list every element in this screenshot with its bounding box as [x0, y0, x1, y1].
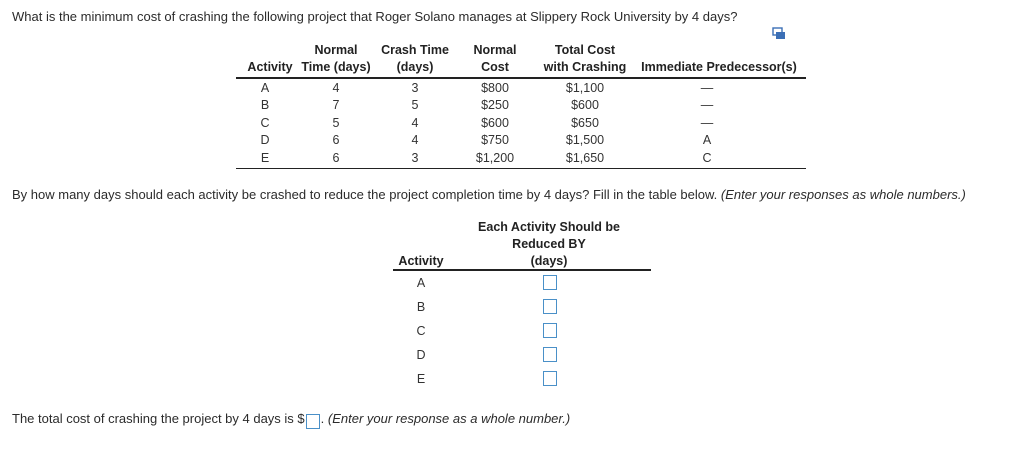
reduce-days-input-e[interactable]	[543, 371, 557, 386]
cell-predecessor: —	[700, 81, 714, 95]
cell-predecessor: C	[702, 150, 712, 165]
cell-total-cost: $1,650	[565, 150, 605, 165]
cell-crash-time: 4	[411, 115, 419, 130]
header-crash-time-line2: (days)	[396, 60, 434, 74]
header-normal-time-line2: Time (days)	[301, 60, 371, 74]
reduce-days-input-a[interactable]	[543, 275, 557, 290]
reduce-days-input-c[interactable]	[543, 323, 557, 338]
answer-header-line3: (days)	[530, 254, 568, 268]
cell-normal-time: 5	[332, 115, 340, 130]
cell-normal-cost: $750	[481, 133, 509, 148]
subquestion-hint: (Enter your responses as whole numbers.)	[720, 187, 966, 202]
answer-header-line2: Reduced BY	[512, 237, 586, 251]
copy-icon[interactable]	[772, 27, 786, 40]
answer-activity-label: D	[416, 348, 426, 362]
header-normal-cost-line1: Normal	[473, 43, 517, 57]
answer-activity-label: A	[416, 276, 426, 290]
answer-activity-label: E	[416, 372, 426, 386]
reduce-days-input-b[interactable]	[543, 299, 557, 314]
total-cost-input[interactable]	[306, 414, 320, 429]
cell-activity: D	[260, 133, 270, 148]
cell-predecessor: —	[700, 115, 714, 130]
cell-normal-time: 6	[332, 133, 340, 148]
cell-normal-time: 4	[332, 81, 340, 95]
total-cost-hint: (Enter your response as a whole number.)	[327, 411, 571, 426]
cell-normal-cost: $600	[481, 115, 509, 130]
cell-predecessor: A	[702, 133, 712, 148]
cell-total-cost: $600	[571, 98, 599, 113]
cell-normal-time: 6	[332, 150, 340, 165]
cell-total-cost: $650	[571, 115, 599, 130]
cell-normal-cost: $1,200	[475, 150, 515, 165]
cell-normal-cost: $250	[481, 98, 509, 113]
subquestion-text	[12, 187, 966, 202]
cell-crash-time: 3	[411, 150, 419, 165]
cell-activity: E	[260, 150, 270, 165]
cell-normal-time: 7	[332, 98, 340, 113]
cell-crash-time: 5	[411, 98, 419, 113]
table-header-rule	[236, 77, 806, 79]
header-normal-time-line1: Normal	[314, 43, 358, 57]
subquestion-main: By how many days should each activity be crashed to reduce the project completion time by 4 days? Fill in the table below.	[12, 187, 721, 202]
cell-activity: B	[260, 98, 270, 113]
cell-crash-time: 4	[411, 133, 419, 148]
answer-header-line1: Each Activity Should be	[478, 220, 620, 234]
header-crash-time-line1: Crash Time	[381, 43, 449, 57]
cell-normal-cost: $800	[481, 81, 509, 95]
header-predecessors: Immediate Predecessor(s)	[641, 60, 797, 74]
answer-header-activity: Activity	[398, 254, 444, 268]
header-total-cost-line1: Total Cost	[554, 43, 616, 57]
answer-activity-label: C	[416, 324, 426, 338]
header-total-cost-line2: with Crashing	[543, 60, 627, 74]
header-activity: Activity	[247, 60, 293, 74]
total-cost-line	[12, 411, 570, 429]
answer-activity-label: B	[416, 300, 426, 314]
total-cost-suffix: .	[320, 411, 328, 426]
table-bottom-rule	[236, 168, 806, 169]
cell-predecessor: —	[700, 98, 714, 113]
answer-header-rule	[393, 269, 651, 271]
reduce-days-input-d[interactable]	[543, 347, 557, 362]
question-text: What is the minimum cost of crashing the following project that Roger Solano manages at Slippery Rock University by 4 days?	[12, 9, 738, 24]
header-normal-cost-line2: Cost	[481, 60, 509, 74]
cell-total-cost: $1,100	[565, 81, 605, 95]
cell-activity: C	[260, 115, 270, 130]
cell-crash-time: 3	[411, 81, 419, 95]
cell-activity: A	[260, 81, 270, 95]
cell-total-cost: $1,500	[565, 133, 605, 148]
total-cost-prefix: The total cost of crashing the project by 4 days is $	[12, 411, 305, 426]
